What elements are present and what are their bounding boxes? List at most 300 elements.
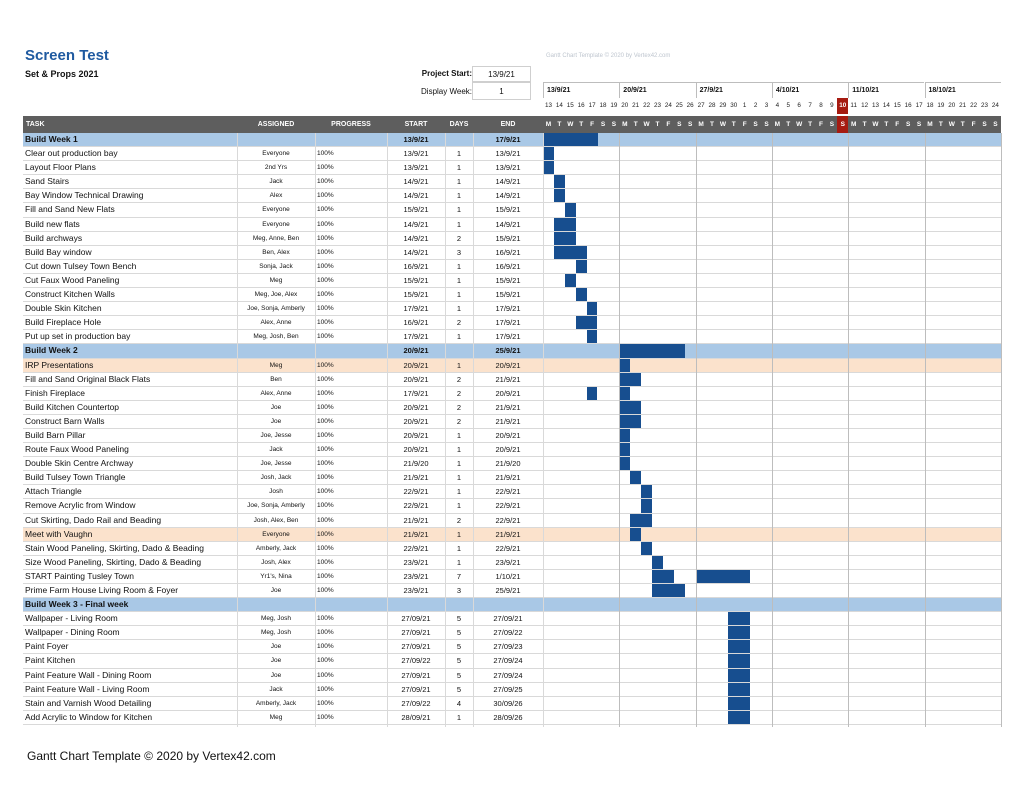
table-row[interactable] [23,232,1001,246]
days-cell[interactable]: 2 [456,402,462,412]
days-cell[interactable]: 1 [456,219,462,229]
task-name-cell[interactable]: Paint Feature Wall - Dining Room [25,669,152,680]
progress-cell[interactable]: 100% [317,516,334,524]
table-row[interactable] [23,316,1001,330]
table-row[interactable] [23,542,1001,556]
progress-cell[interactable]: 100% [317,389,334,397]
task-name-cell[interactable]: Build Kitchen Countertop [25,401,120,412]
days-cell[interactable]: 1 [456,529,462,539]
assigned-cell[interactable]: Jack [269,178,283,186]
assigned-cell[interactable]: Everyone [262,206,290,214]
end-date-cell[interactable]: 14/9/21 [495,177,521,187]
gantt-bar[interactable] [728,697,750,710]
end-date-cell[interactable]: 16/9/21 [495,247,521,257]
table-row[interactable] [23,274,1001,288]
start-date-cell[interactable]: 22/9/21 [403,543,429,553]
end-date-cell[interactable]: 27/09/23 [493,642,523,652]
days-cell[interactable]: 1 [456,149,462,159]
end-date-cell[interactable]: 27/09/24 [493,656,523,666]
task-name-cell[interactable]: Cut down Tulsey Town Bench [25,260,137,271]
project-start-input[interactable]: 13/9/21 [472,66,531,82]
days-cell[interactable] [445,344,473,357]
task-name-cell[interactable]: Build Barn Pillar [25,429,86,440]
task-name-cell[interactable]: Clear out production bay [25,148,118,159]
start-date-cell[interactable] [387,598,445,611]
start-date-cell[interactable]: 20/9/21 [403,430,429,440]
task-name-cell[interactable]: Size Wood Paneling, Skirting, Dado & Beading [25,556,202,567]
days-cell[interactable]: 2 [456,318,462,328]
gantt-bar[interactable] [619,429,630,442]
assigned-cell[interactable]: Josh, Jack [260,474,292,482]
assigned-cell[interactable]: Amberly, Jack [255,544,297,552]
end-date-cell[interactable]: 17/9/21 [495,135,521,144]
task-name-cell[interactable]: Meet with Vaughn [25,528,93,539]
progress-cell[interactable]: 100% [317,629,334,637]
end-date-cell[interactable]: 20/9/21 [495,445,521,455]
assigned-cell[interactable]: Meg [269,713,283,721]
gantt-bar[interactable] [619,415,641,428]
progress-cell[interactable]: 100% [317,248,334,256]
progress-cell[interactable]: 100% [317,587,334,594]
gantt-bar[interactable] [565,203,576,216]
end-date-cell[interactable]: 13/9/21 [495,163,521,173]
display-week-input[interactable]: 1 [472,82,531,100]
progress-cell[interactable]: 100% [317,488,334,496]
assigned-cell[interactable]: Meg, Josh [261,629,291,637]
gantt-bar[interactable] [619,373,641,386]
task-name-cell[interactable]: Attach Triangle [25,486,82,497]
progress-cell[interactable]: 100% [317,361,334,369]
gantt-bar[interactable] [696,570,751,583]
table-row[interactable] [23,147,1001,161]
start-date-cell[interactable]: 21/9/21 [403,515,429,525]
table-row[interactable] [23,640,1001,654]
assigned-cell[interactable]: Joe, Jesse [260,460,292,468]
start-date-cell[interactable]: 20/9/21 [403,346,429,356]
end-date-cell[interactable]: 27/09/22 [493,628,523,638]
progress-cell[interactable]: 100% [317,375,334,383]
days-cell[interactable]: 7 [456,571,462,581]
start-date-cell[interactable]: 27/09/21 [401,684,431,694]
task-name-cell[interactable]: Stain Wood Paneling, Skirting, Dado & Beading [25,542,204,553]
gantt-bar[interactable] [728,626,750,639]
gantt-bar[interactable] [619,443,630,456]
column-header-end[interactable]: END [500,121,516,128]
end-date-cell[interactable]: 14/9/21 [495,191,521,201]
progress-cell[interactable]: 100% [317,643,334,651]
start-date-cell[interactable]: 15/9/21 [403,205,429,215]
assigned-cell[interactable]: Joe [270,587,282,594]
table-row[interactable] [23,485,1001,499]
task-name-cell[interactable]: Build Fireplace Hole [25,317,102,328]
task-name-cell[interactable]: Build Week 3 - Final week [25,599,129,610]
end-date-cell[interactable]: 25/9/21 [495,586,521,595]
days-cell[interactable] [445,133,473,146]
column-header-days[interactable]: DAYS [449,121,469,128]
gantt-bar[interactable] [543,161,554,174]
task-name-cell[interactable]: START Painting Tusley Town [25,570,134,581]
progress-cell[interactable]: 100% [317,192,334,200]
progress-cell[interactable]: 100% [317,305,334,313]
days-cell[interactable]: 5 [456,642,462,652]
progress-cell[interactable]: 100% [317,150,334,158]
assigned-cell[interactable]: Everyone [262,530,290,538]
progress-cell[interactable]: 100% [317,685,334,693]
end-date-cell[interactable] [473,598,543,611]
gantt-bar[interactable] [543,133,598,146]
end-date-cell[interactable]: 22/9/21 [495,515,521,525]
assigned-cell[interactable]: Everyone [262,220,290,228]
table-row[interactable] [23,288,1001,302]
start-date-cell[interactable]: 28/09/21 [401,712,431,722]
gantt-bar[interactable] [619,359,630,372]
assigned-cell[interactable] [237,598,315,611]
assigned-cell[interactable]: Josh, Alex, Ben [253,516,299,524]
assigned-cell[interactable]: Josh, Alex [261,558,291,566]
assigned-cell[interactable]: Meg, Joe, Alex [254,291,298,299]
task-name-cell[interactable]: Paint Kitchen [25,655,76,666]
task-name-cell[interactable]: Wallpaper - Living Room [25,613,118,624]
task-name-cell[interactable]: Cut Skirting, Dado Rail and Beading [25,514,162,525]
days-cell[interactable]: 1 [456,473,462,483]
end-date-cell[interactable]: 20/9/21 [495,388,521,398]
progress-cell[interactable]: 100% [317,403,334,411]
table-row[interactable] [23,654,1001,668]
assigned-cell[interactable]: Joe [270,643,282,651]
days-cell[interactable]: 1 [456,275,462,285]
task-name-cell[interactable]: Build Tulsey Town Triangle [25,472,126,483]
phase-row[interactable] [23,133,1001,147]
end-date-cell[interactable]: 20/9/21 [495,360,521,370]
end-date-cell[interactable]: 27/09/24 [493,670,523,680]
progress-cell[interactable]: 100% [317,474,334,482]
gantt-bar[interactable] [619,401,641,414]
progress-cell[interactable]: 100% [317,417,334,425]
assigned-cell[interactable]: Jack [269,446,283,454]
end-date-cell[interactable]: 15/9/21 [495,290,521,300]
table-row[interactable] [23,528,1001,542]
task-name-cell[interactable]: IRP Presentations [25,359,94,370]
progress-cell[interactable]: 100% [317,431,334,439]
gantt-bar[interactable] [630,514,652,527]
days-cell[interactable]: 3 [456,247,462,257]
days-cell[interactable]: 2 [456,515,462,525]
assigned-cell[interactable]: Joe, Sonja, Amberly [247,502,305,510]
assigned-cell[interactable]: Meg, Josh, Ben [253,333,299,341]
start-date-cell[interactable]: 13/9/21 [403,149,429,159]
days-cell[interactable]: 1 [456,191,462,201]
task-name-cell[interactable]: Put up set in production bay [25,331,131,342]
table-row[interactable] [23,626,1001,640]
gantt-bar[interactable] [652,584,685,597]
task-name-cell[interactable]: Double Skin Kitchen [25,303,102,314]
start-date-cell[interactable]: 15/9/21 [403,275,429,285]
table-row[interactable] [23,260,1001,274]
progress-cell[interactable]: 100% [317,544,334,552]
gantt-bar[interactable] [619,344,684,357]
days-cell[interactable]: 2 [456,233,462,243]
table-row[interactable] [23,246,1001,260]
assigned-cell[interactable]: Ben [270,375,282,383]
task-name-cell[interactable]: Construct Kitchen Walls [25,289,115,300]
task-name-cell[interactable]: Prime Farm House Living Room & Foyer [25,585,179,595]
column-header-start[interactable]: START [404,121,428,128]
task-name-cell[interactable]: Wallpaper - Dining Room [25,627,120,638]
end-date-cell[interactable]: 17/9/21 [495,304,521,314]
progress-cell[interactable]: 100% [317,713,334,721]
progress-cell[interactable]: 100% [317,206,334,214]
end-date-cell[interactable]: 20/9/21 [495,430,521,440]
assigned-cell[interactable]: Sonja, Jack [259,262,293,270]
task-name-cell[interactable]: Sand Stairs [25,176,69,187]
progress-cell[interactable]: 100% [317,572,334,580]
progress-cell[interactable] [315,133,387,146]
start-date-cell[interactable]: 16/9/21 [403,318,429,328]
progress-cell[interactable]: 100% [317,276,334,284]
days-cell[interactable]: 2 [456,416,462,426]
start-date-cell[interactable]: 16/9/21 [403,261,429,271]
gantt-bar[interactable] [630,528,641,541]
end-date-cell[interactable]: 17/9/21 [495,332,521,342]
task-name-cell[interactable]: Build new flats [25,218,80,229]
assigned-cell[interactable]: Meg, Josh [261,615,291,623]
assigned-cell[interactable]: Joe [270,657,282,665]
table-row[interactable] [23,302,1001,316]
start-date-cell[interactable]: 17/9/21 [403,388,429,398]
progress-cell[interactable]: 100% [317,262,334,270]
task-name-cell[interactable]: Bay Window Technical Drawing [25,190,144,201]
days-cell[interactable]: 1 [456,163,462,173]
progress-cell[interactable]: 100% [317,164,334,172]
days-cell[interactable]: 5 [456,614,462,624]
start-date-cell[interactable]: 14/9/21 [403,177,429,187]
assigned-cell[interactable]: Everyone [262,150,290,158]
days-cell[interactable]: 1 [456,304,462,314]
end-date-cell[interactable]: 15/9/21 [495,275,521,285]
progress-cell[interactable]: 100% [317,657,334,665]
assigned-cell[interactable]: Alex, Anne [260,389,292,397]
assigned-cell[interactable]: Joe, Jesse [260,431,292,439]
start-date-cell[interactable]: 27/09/22 [401,698,431,708]
end-date-cell[interactable]: 21/9/21 [495,416,521,426]
days-cell[interactable]: 1 [456,205,462,215]
days-cell[interactable]: 1 [456,487,462,497]
task-name-cell[interactable]: Build Week 1 [25,134,78,144]
progress-cell[interactable]: 100% [317,671,334,679]
days-cell[interactable]: 1 [456,332,462,342]
end-date-cell[interactable]: 16/9/21 [495,261,521,271]
progress-cell[interactable]: 100% [317,558,334,566]
days-cell[interactable]: 5 [456,684,462,694]
assigned-cell[interactable]: Josh [269,488,283,496]
progress-cell[interactable]: 100% [317,319,334,327]
table-row[interactable] [23,203,1001,217]
start-date-cell[interactable]: 15/9/21 [403,290,429,300]
assigned-cell[interactable]: Joe [270,671,282,679]
days-cell[interactable]: 5 [456,656,462,666]
days-cell[interactable]: 5 [456,628,462,638]
start-date-cell[interactable]: 20/9/21 [403,402,429,412]
days-cell[interactable]: 5 [456,670,462,680]
task-name-cell[interactable]: Build Bay window [25,246,92,257]
column-header-task[interactable]: TASK [26,121,45,128]
days-cell[interactable]: 1 [456,261,462,271]
start-date-cell[interactable]: 22/9/21 [403,487,429,497]
gantt-bar[interactable] [652,556,663,569]
assigned-cell[interactable]: Meg, Anne, Ben [252,234,300,242]
gantt-bar[interactable] [619,387,630,400]
task-name-cell[interactable]: Construct Barn Walls [25,415,105,426]
column-header-progress[interactable]: PROGRESS [331,121,371,128]
end-date-cell[interactable]: 21/9/21 [495,374,521,384]
start-date-cell[interactable]: 14/9/21 [403,191,429,201]
end-date-cell[interactable]: 27/09/25 [493,684,523,694]
task-name-cell[interactable]: Cut Faux Wood Paneling [25,274,120,285]
gantt-bar[interactable] [728,683,750,696]
end-date-cell[interactable]: 30/09/26 [493,698,523,708]
end-date-cell[interactable]: 22/9/21 [495,487,521,497]
table-row[interactable] [23,556,1001,570]
table-row[interactable] [23,514,1001,528]
table-row[interactable] [23,471,1001,485]
table-row[interactable] [23,443,1001,457]
gantt-bar[interactable] [554,246,587,259]
end-date-cell[interactable]: 21/9/20 [495,459,521,469]
days-cell[interactable] [445,598,473,611]
table-row[interactable] [23,359,1001,373]
task-name-cell[interactable]: Build archways [25,232,83,243]
table-row[interactable] [23,584,1001,598]
table-row[interactable] [23,175,1001,189]
gantt-bar[interactable] [576,288,587,301]
task-name-cell[interactable]: Paint Foyer [25,641,69,652]
start-date-cell[interactable]: 27/09/22 [401,656,431,666]
table-row[interactable] [23,711,1001,725]
gantt-bar[interactable] [587,330,598,343]
end-date-cell[interactable]: 28/09/26 [493,712,523,722]
days-cell[interactable]: 1 [456,557,462,567]
gantt-bar[interactable] [652,570,674,583]
end-date-cell[interactable]: 13/9/21 [495,149,521,159]
table-row[interactable] [23,683,1001,697]
table-row[interactable] [23,161,1001,175]
gantt-bar[interactable] [576,316,598,329]
table-row[interactable] [23,669,1001,683]
start-date-cell[interactable]: 14/9/21 [403,219,429,229]
start-date-cell[interactable]: 20/9/21 [403,374,429,384]
gantt-bar[interactable] [641,485,652,498]
days-cell[interactable]: 1 [456,459,462,469]
progress-cell[interactable]: 100% [317,699,334,707]
progress-cell[interactable]: 100% [317,234,334,242]
table-row[interactable] [23,330,1001,344]
start-date-cell[interactable]: 17/9/21 [403,304,429,314]
start-date-cell[interactable]: 21/9/20 [403,459,429,469]
start-date-cell[interactable]: 13/9/21 [403,135,429,144]
assigned-cell[interactable]: Meg [269,361,283,369]
assigned-cell[interactable]: Joe [270,417,282,425]
progress-cell[interactable]: 100% [317,530,334,538]
days-cell[interactable]: 1 [456,543,462,553]
table-row[interactable] [23,218,1001,232]
end-date-cell[interactable]: 27/09/21 [493,614,523,624]
progress-cell[interactable]: 100% [317,446,334,454]
start-date-cell[interactable]: 23/9/21 [403,571,429,581]
table-row[interactable] [23,373,1001,387]
task-name-cell[interactable]: Stain and Varnish Wood Detailing [25,697,152,708]
days-cell[interactable]: 4 [456,698,462,708]
gantt-bar[interactable] [554,232,576,245]
table-row[interactable] [23,429,1001,443]
task-name-cell[interactable]: Build Week 2 [25,345,78,356]
assigned-cell[interactable] [237,344,315,357]
end-date-cell[interactable]: 22/9/21 [495,543,521,553]
task-name-cell[interactable]: Layout Floor Plans [25,162,96,173]
days-cell[interactable]: 1 [456,712,462,722]
task-name-cell[interactable]: Fill and Sand Original Black Flats [25,373,151,384]
end-date-cell[interactable]: 15/9/21 [495,205,521,215]
table-row[interactable] [23,499,1001,513]
assigned-cell[interactable]: Joe [270,403,282,411]
assigned-cell[interactable]: Alex, Anne [260,319,292,327]
days-cell[interactable]: 3 [456,586,462,595]
days-cell[interactable]: 1 [456,360,462,370]
start-date-cell[interactable]: 17/9/21 [403,332,429,342]
gantt-bar[interactable] [554,189,565,202]
gantt-bar[interactable] [728,669,750,682]
end-date-cell[interactable]: 22/9/21 [495,501,521,511]
days-cell[interactable]: 1 [456,501,462,511]
progress-cell[interactable]: 100% [317,460,334,468]
progress-cell[interactable]: 100% [317,220,334,228]
assigned-cell[interactable]: Joe, Sonja, Amberly [247,305,305,313]
start-date-cell[interactable]: 22/9/21 [403,501,429,511]
end-date-cell[interactable]: 21/9/21 [495,529,521,539]
end-date-cell[interactable]: 25/9/21 [495,346,521,356]
assigned-cell[interactable]: 2nd Yrs [264,164,288,172]
gantt-bar[interactable] [728,612,750,625]
start-date-cell[interactable]: 14/9/21 [403,247,429,257]
gantt-bar[interactable] [565,274,576,287]
progress-cell[interactable] [315,344,387,357]
gantt-bar[interactable] [587,387,598,400]
gantt-bar[interactable] [728,711,750,724]
end-date-cell[interactable]: 23/9/21 [495,557,521,567]
gantt-bar[interactable] [630,471,641,484]
start-date-cell[interactable]: 21/9/21 [403,529,429,539]
progress-cell[interactable]: 100% [317,291,334,299]
assigned-cell[interactable]: Amberly, Jack [255,699,297,707]
end-date-cell[interactable]: 17/9/21 [495,318,521,328]
progress-cell[interactable]: 100% [317,502,334,510]
gantt-bar[interactable] [543,147,554,160]
end-date-cell[interactable]: 21/9/21 [495,473,521,483]
start-date-cell[interactable]: 20/9/21 [403,445,429,455]
start-date-cell[interactable]: 23/9/21 [403,586,429,595]
task-name-cell[interactable]: Fill and Sand New Flats [25,204,115,215]
progress-cell[interactable]: 100% [317,615,334,623]
task-name-cell[interactable]: Finish Fireplace [25,387,85,398]
task-name-cell[interactable]: Remove Acrylic from Window [25,500,136,511]
start-date-cell[interactable]: 27/09/21 [401,614,431,624]
task-name-cell[interactable]: Route Faux Wood Paneling [25,444,129,455]
days-cell[interactable]: 1 [456,445,462,455]
table-row[interactable] [23,570,1001,584]
progress-cell[interactable]: 100% [317,178,334,186]
table-row[interactable] [23,189,1001,203]
assigned-cell[interactable]: Jack [269,685,283,693]
gantt-bar[interactable] [554,175,565,188]
